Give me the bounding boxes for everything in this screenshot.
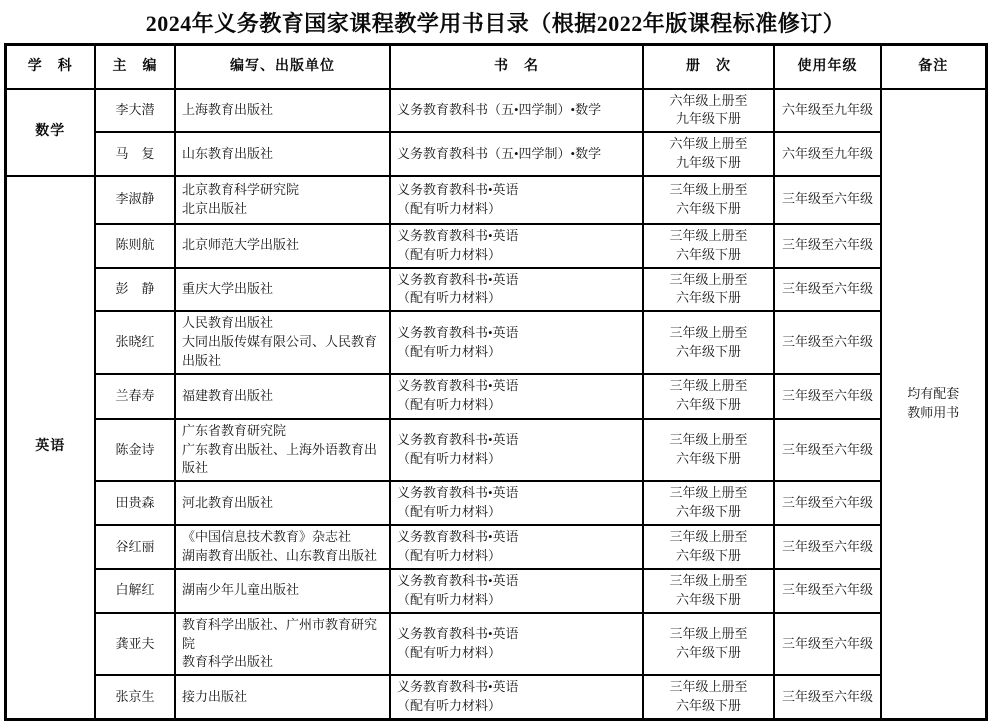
publisher-line: 广东省教育研究院 <box>182 422 287 438</box>
book-note-line: （配有听力材料） <box>397 397 502 413</box>
publisher-line: 北京出版社 <box>182 200 248 216</box>
volume-line: 三年级上册至 <box>669 227 748 243</box>
volume-line: 六年级下册 <box>675 343 741 359</box>
volume-cell <box>643 481 774 525</box>
book-cell <box>390 132 643 176</box>
editor-cell: 兰春寿 <box>95 374 175 419</box>
volume-cell <box>643 132 774 176</box>
publisher-line: 北京教育科学研究院 <box>182 182 300 198</box>
editor-cell: 陈金诗 <box>95 419 175 482</box>
page-title: 2024年义务教育国家课程教学用书目录（根据2022年版课程标准修订） <box>145 11 846 36</box>
volume-cell <box>643 613 774 676</box>
editor-cell: 陈则航 <box>95 224 175 268</box>
volume-cell <box>643 374 774 419</box>
book-title-line: 义务教育教科书•英语 <box>397 679 519 695</box>
volume-line: 六年级下册 <box>675 548 741 563</box>
book-note-line: （配有听力材料） <box>397 246 502 262</box>
book-cell <box>390 419 643 482</box>
book-title-line: 义务教育教科书•英语 <box>397 182 519 198</box>
col-header-publisher: 编写、出版单位 <box>175 45 390 89</box>
volume-line: 三年级上册至 <box>669 573 748 588</box>
publisher-line: 接力出版社 <box>182 688 248 704</box>
col-header-book: 书 名 <box>390 45 643 89</box>
book-title-line: 义务教育教科书（五•四学制）•数学 <box>397 145 602 161</box>
volume-line: 三年级上册至 <box>669 679 748 695</box>
publisher-line: 《中国信息技术教育》杂志社 <box>182 529 352 545</box>
col-header-editor: 主 编 <box>95 45 175 89</box>
publisher-cell <box>175 132 390 176</box>
volume-line: 六年级下册 <box>675 397 741 413</box>
volume-line: 三年级上册至 <box>669 182 748 198</box>
book-note-line: （配有听力材料） <box>397 290 502 306</box>
publisher-line: 人民教育出版社 <box>182 315 274 331</box>
grade-cell: 三年级至六年级 <box>774 419 881 482</box>
book-note-line: （配有听力材料） <box>397 591 502 607</box>
publisher-cell <box>175 525 390 569</box>
col-header-remark: 备注 <box>881 45 986 89</box>
book-title-line: 义务教育教科书（五•四学制）•数学 <box>397 101 602 117</box>
editor-cell: 马 复 <box>95 132 175 176</box>
book-cell <box>390 675 643 719</box>
volume-cell <box>643 176 774 224</box>
volume-line: 三年级上册至 <box>669 529 748 545</box>
volume-line: 六年级下册 <box>675 644 741 660</box>
volume-line: 六年级上册至 <box>669 136 748 152</box>
table-row <box>5 224 986 268</box>
col-header-grade: 使用年级 <box>774 45 881 89</box>
publisher-line: 湖南教育出版社、山东教育出版社 <box>182 548 378 563</box>
table-row <box>5 311 986 374</box>
col-header-volume: 册 次 <box>643 45 774 89</box>
book-note-line: （配有听力材料） <box>397 644 502 660</box>
volume-cell <box>643 525 774 569</box>
volume-cell <box>643 675 774 719</box>
volume-line: 三年级上册至 <box>669 432 748 448</box>
book-title-line: 义务教育教科书•英语 <box>397 485 519 501</box>
publisher-cell <box>175 675 390 719</box>
book-title-line: 义务教育教科书•英语 <box>397 529 519 545</box>
book-cell <box>390 89 643 133</box>
editor-cell: 彭 静 <box>95 268 175 312</box>
book-title-line: 义务教育教科书•英语 <box>397 271 519 287</box>
table-row <box>5 675 986 719</box>
publisher-line: 大同出版传媒有限公司、人民教育出版社 <box>182 334 378 368</box>
volume-line: 六年级下册 <box>675 200 741 216</box>
remark-cell <box>881 89 986 720</box>
table-row <box>5 374 986 419</box>
volume-line: 六年级下册 <box>675 698 741 714</box>
volume-line: 三年级上册至 <box>669 378 748 394</box>
grade-cell: 六年级至九年级 <box>774 89 881 133</box>
volume-line: 六年级下册 <box>675 451 741 467</box>
volume-cell <box>643 419 774 482</box>
publisher-line: 湖南少年儿童出版社 <box>182 582 300 598</box>
grade-cell: 三年级至六年级 <box>774 374 881 419</box>
table-row <box>5 569 986 613</box>
table-row <box>5 613 986 676</box>
book-title-line: 义务教育教科书•英语 <box>397 573 519 588</box>
table-row <box>5 176 986 224</box>
volume-line: 三年级上册至 <box>669 271 748 287</box>
book-note-line: （配有听力材料） <box>397 200 502 216</box>
table-row <box>5 525 986 569</box>
publisher-cell <box>175 176 390 224</box>
book-cell <box>390 525 643 569</box>
publisher-cell <box>175 268 390 312</box>
volume-line: 六年级下册 <box>675 591 741 607</box>
book-note-line: （配有听力材料） <box>397 548 502 563</box>
subject-cell-english: 英语 <box>5 176 95 720</box>
volume-cell <box>643 311 774 374</box>
publisher-line: 重庆大学出版社 <box>182 280 274 296</box>
table-row <box>5 89 986 133</box>
grade-cell: 三年级至六年级 <box>774 268 881 312</box>
header-row <box>5 45 986 89</box>
volume-line: 六年级下册 <box>675 246 741 262</box>
volume-cell <box>643 268 774 312</box>
book-cell <box>390 311 643 374</box>
grade-cell: 三年级至六年级 <box>774 481 881 525</box>
editor-cell: 龚亚夫 <box>95 613 175 676</box>
volume-cell <box>643 89 774 133</box>
publisher-line: 北京师范大学出版社 <box>182 237 300 253</box>
book-note-line: （配有听力材料） <box>397 504 502 520</box>
col-header-subject: 学 科 <box>5 45 95 89</box>
grade-cell: 三年级至六年级 <box>774 613 881 676</box>
book-cell <box>390 569 643 613</box>
volume-line: 九年级下册 <box>675 111 741 127</box>
textbook-catalog-table <box>4 43 988 721</box>
publisher-line: 福建教育出版社 <box>182 387 274 403</box>
publisher-cell <box>175 89 390 133</box>
book-cell <box>390 613 643 676</box>
volume-line: 六年级上册至 <box>669 92 748 108</box>
editor-cell: 张晓红 <box>95 311 175 374</box>
table-row <box>5 481 986 525</box>
publisher-cell <box>175 224 390 268</box>
publisher-line: 山东教育出版社 <box>182 145 274 161</box>
publisher-cell <box>175 481 390 525</box>
book-cell <box>390 268 643 312</box>
subject-cell-math: 数学 <box>5 89 95 176</box>
grade-cell: 三年级至六年级 <box>774 569 881 613</box>
book-title-line: 义务教育教科书•英语 <box>397 626 519 642</box>
table-row <box>5 132 986 176</box>
book-cell <box>390 481 643 525</box>
volume-cell <box>643 224 774 268</box>
volume-line: 三年级上册至 <box>669 626 748 642</box>
publisher-line: 河北教育出版社 <box>182 494 274 510</box>
editor-cell: 田贵森 <box>95 481 175 525</box>
book-cell <box>390 224 643 268</box>
editor-cell: 谷红丽 <box>95 525 175 569</box>
publisher-line: 教育科学出版社、广州市教育研究院 <box>182 616 378 651</box>
editor-cell: 张京生 <box>95 675 175 719</box>
grade-cell: 三年级至六年级 <box>774 525 881 569</box>
publisher-cell <box>175 419 390 482</box>
remark-line: 均有配套 <box>907 385 960 401</box>
editor-cell: 李大潜 <box>95 89 175 133</box>
publisher-cell <box>175 311 390 374</box>
editor-cell: 白解红 <box>95 569 175 613</box>
publisher-line: 上海教育出版社 <box>182 101 274 117</box>
grade-cell: 三年级至六年级 <box>774 224 881 268</box>
grade-cell: 三年级至六年级 <box>774 675 881 719</box>
book-note-line: （配有听力材料） <box>397 698 502 714</box>
book-title-line: 义务教育教科书•英语 <box>397 324 519 340</box>
book-cell <box>390 176 643 224</box>
publisher-cell <box>175 613 390 676</box>
book-title-line: 义务教育教科书•英语 <box>397 378 519 394</box>
book-title-line: 义务教育教科书•英语 <box>397 227 519 243</box>
publisher-line: 教育科学出版社 <box>182 654 274 670</box>
book-title-line: 义务教育教科书•英语 <box>397 432 519 448</box>
volume-line: 六年级下册 <box>675 290 741 306</box>
publisher-line: 广东教育出版社、上海外语教育出版社 <box>182 441 378 476</box>
remark-line: 教师用书 <box>907 404 960 420</box>
table-row <box>5 268 986 312</box>
volume-line: 九年级下册 <box>675 155 741 171</box>
table-row <box>5 419 986 482</box>
publisher-cell <box>175 374 390 419</box>
book-note-line: （配有听力材料） <box>397 451 502 467</box>
grade-cell: 六年级至九年级 <box>774 132 881 176</box>
book-cell <box>390 374 643 419</box>
grade-cell: 三年级至六年级 <box>774 176 881 224</box>
book-note-line: （配有听力材料） <box>397 343 502 359</box>
volume-line: 六年级下册 <box>675 504 741 520</box>
volume-line: 三年级上册至 <box>669 485 748 501</box>
publisher-cell <box>175 569 390 613</box>
volume-cell <box>643 569 774 613</box>
editor-cell: 李淑静 <box>95 176 175 224</box>
grade-cell: 三年级至六年级 <box>774 311 881 374</box>
volume-line: 三年级上册至 <box>669 324 748 340</box>
